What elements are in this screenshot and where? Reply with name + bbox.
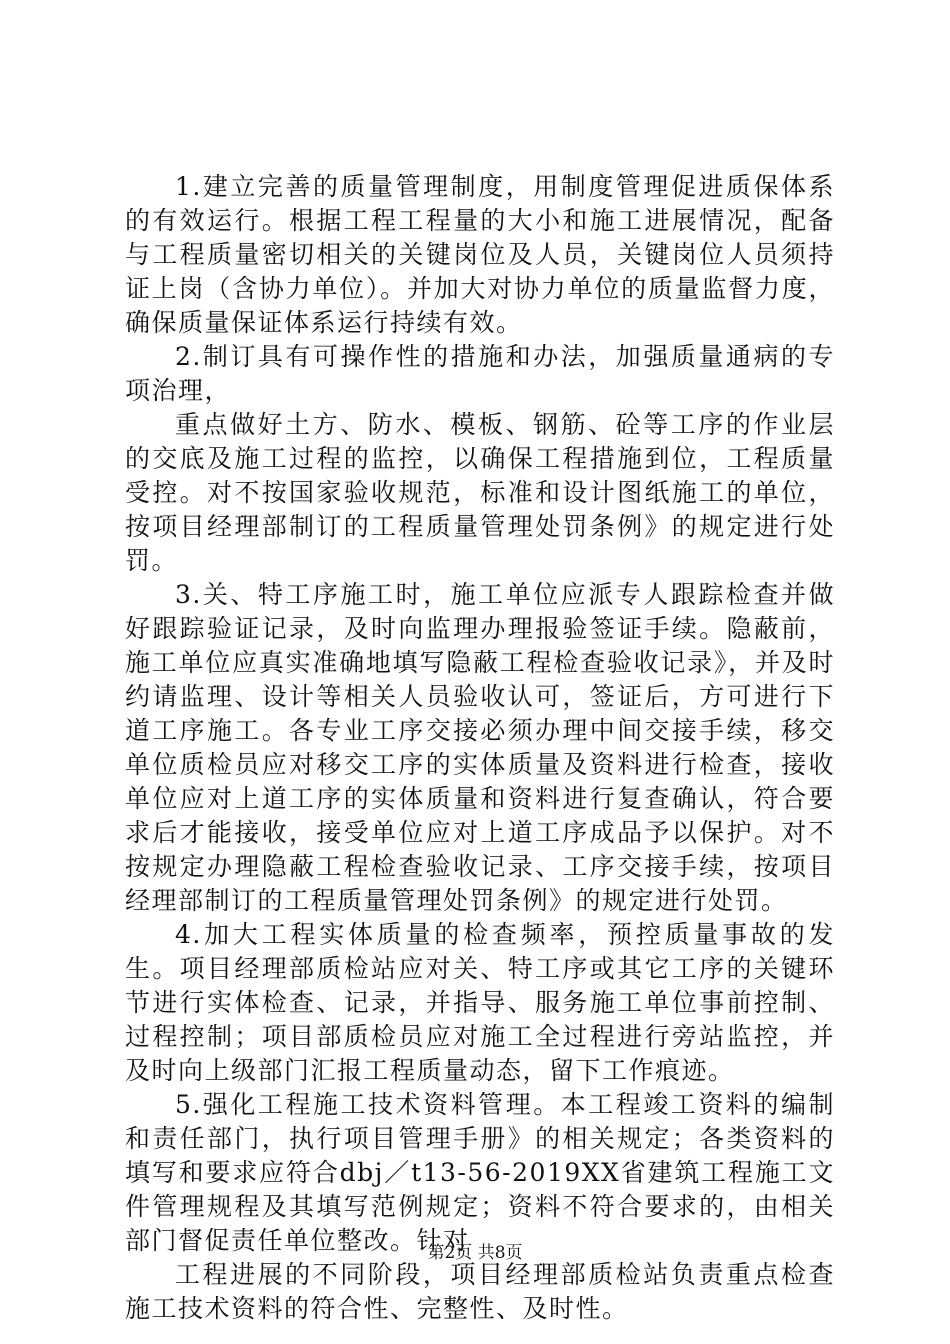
paragraph-item-2: 2.制订具有可操作性的措施和办法，加强质量通病的专项治理， bbox=[125, 342, 835, 405]
paragraph-item-5-continued: 工程进展的不同阶段，项目经理部质检站负责重点检查施工技术资料的符合性、完整性、及时性。 bbox=[125, 1260, 835, 1323]
page-number-footer: 第2页 共8页 bbox=[427, 1243, 523, 1263]
paragraph-item-2-continued: 重点做好土方、防水、模板、钢筋、砼等工序的作业层的交底及施工过程的监控，以确保工程措施到位，工程质量受控。对不按国家验收规范，标准和设计图纸施工的单位，按项目经理部制订的工程质量管理处罚条例》的规定进行处罚。 bbox=[125, 410, 835, 575]
paragraph-item-1: 1.建立完善的质量管理制度，用制度管理促进质保体系的有效运行。根据工程工程量的大小和施工进展情况，配备与工程质量密切相关的关键岗位及人员，关键岗位人员须持证上岗（含协力单位）。并加大对协力单位的质量监督力度，确保质量保证体系运行持续有效。 bbox=[125, 172, 835, 337]
paragraph-item-3: 3.关、特工序施工时，施工单位应派专人跟踪检查并做好跟踪验证记录，及时向监理办理报验签证手续。隐蔽前，施工单位应真实准确地填写隐蔽工程检查验收记录》，并及时约请监理、设计等相关人员验收认可，签证后，方可进行下道工序施工。各专业工序交接必须办理中间交接手续，移交单位质检员应对移交工序的实体质量及资料进行检查，接收单位应对上道工序的实体质量和资料进行复查确认，符合要求后才能接收，接受单位应对上道工序成品予以保护。对不按规定办理隐蔽工程检查验收记录、工序交接手续，按项目经理部制订的工程质量管理处罚条例》的规定进行处罚。 bbox=[125, 580, 835, 915]
document-body bbox=[125, 170, 835, 1326]
paragraph-item-5: 5.强化工程施工技术资料管理。本工程竣工资料的编制和责任部门，执行项目管理手册》的相关规定；各类资料的填写和要求应符合dbj／t13-56-2019XX省建筑工程施工文件管理规程及其填写范例规定；资料不符合要求的，由相关部门督促责任单位整改。针对 bbox=[125, 1090, 835, 1255]
paragraph-item-4: 4.加大工程实体质量的检查频率，预控质量事故的发生。项目经理部质检站应对关、特工序或其它工序的关键环节进行实体检查、记录，并指导、服务施工单位事前控制、过程控制；项目部质检员应对施工全过程进行旁站监控，并及时向上级部门汇报工程质量动态，留下工作痕迹。 bbox=[125, 920, 835, 1085]
